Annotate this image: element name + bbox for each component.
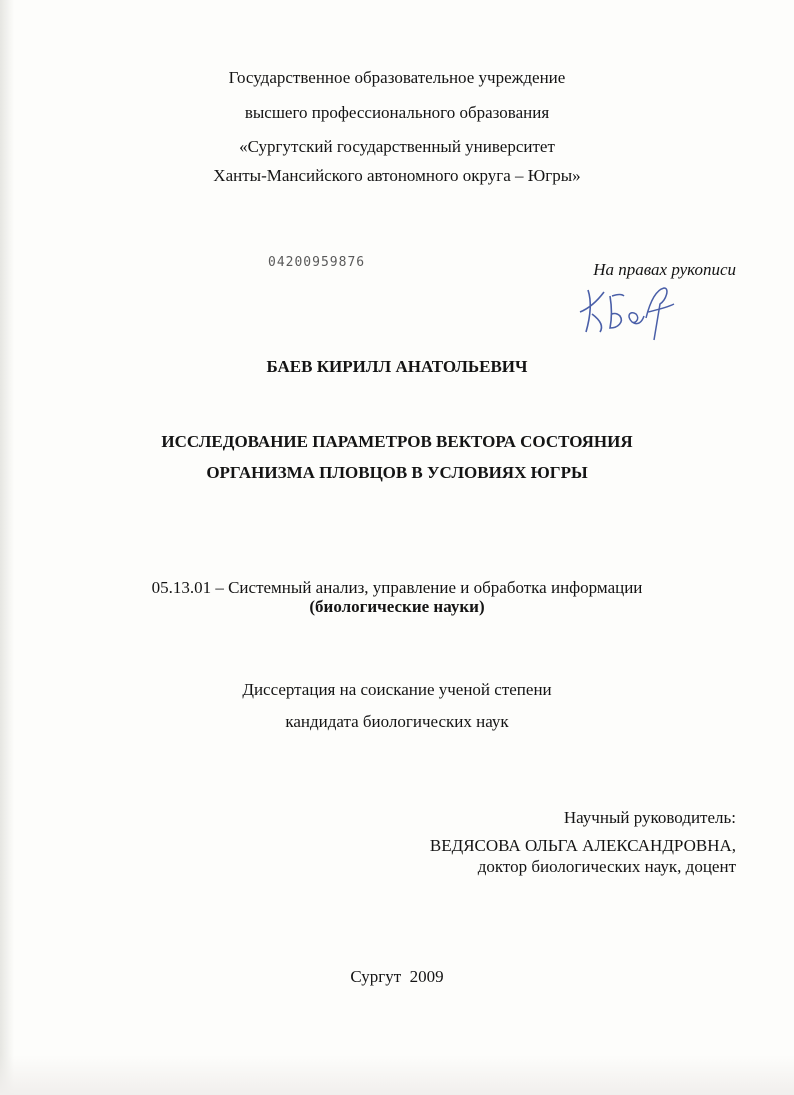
place-year: Сургут 2009: [350, 967, 444, 986]
institution-line-3: «Сургутский государственный университет: [239, 137, 555, 156]
inventory-number: 04200959876: [268, 255, 366, 270]
dissertation-line-2: кандидата биологических наук: [285, 712, 509, 731]
specialty-field: (биологические науки): [309, 597, 485, 616]
supervisor-degree: доктор биологических наук, доцент: [477, 857, 736, 876]
specialty-code: 05.13.01 – Системный анализ, управление и обработка информации: [151, 578, 643, 597]
scan-shadow-left: [0, 0, 14, 1095]
title-line-1: ИССЛЕДОВАНИЕ ПАРАМЕТРОВ ВЕКТОРА СОСТОЯНИЯ: [161, 432, 633, 451]
institution-line-2: высшего профессионального образования: [244, 103, 550, 122]
scan-shadow-bottom: [0, 1055, 794, 1095]
manuscript-rights-note: На правах рукописи: [593, 260, 736, 279]
signature-icon: [570, 282, 680, 342]
supervisor-label: Научный руководитель:: [563, 808, 736, 827]
dissertation-line-1: Диссертация на соискание ученой степени: [242, 680, 552, 699]
institution-line-4: Ханты-Мансийского автономного округа – Югры»: [213, 166, 581, 185]
supervisor-name: ВЕДЯСОВА ОЛЬГА АЛЕКСАНДРОВНА,: [429, 836, 736, 855]
author-name: БАЕВ КИРИЛЛ АНАТОЛЬЕВИЧ: [266, 357, 528, 376]
institution-line-1: Государственное образовательное учреждение: [228, 68, 566, 87]
title-line-2: ОРГАНИЗМА ПЛОВЦОВ В УСЛОВИЯХ ЮГРЫ: [206, 463, 588, 482]
